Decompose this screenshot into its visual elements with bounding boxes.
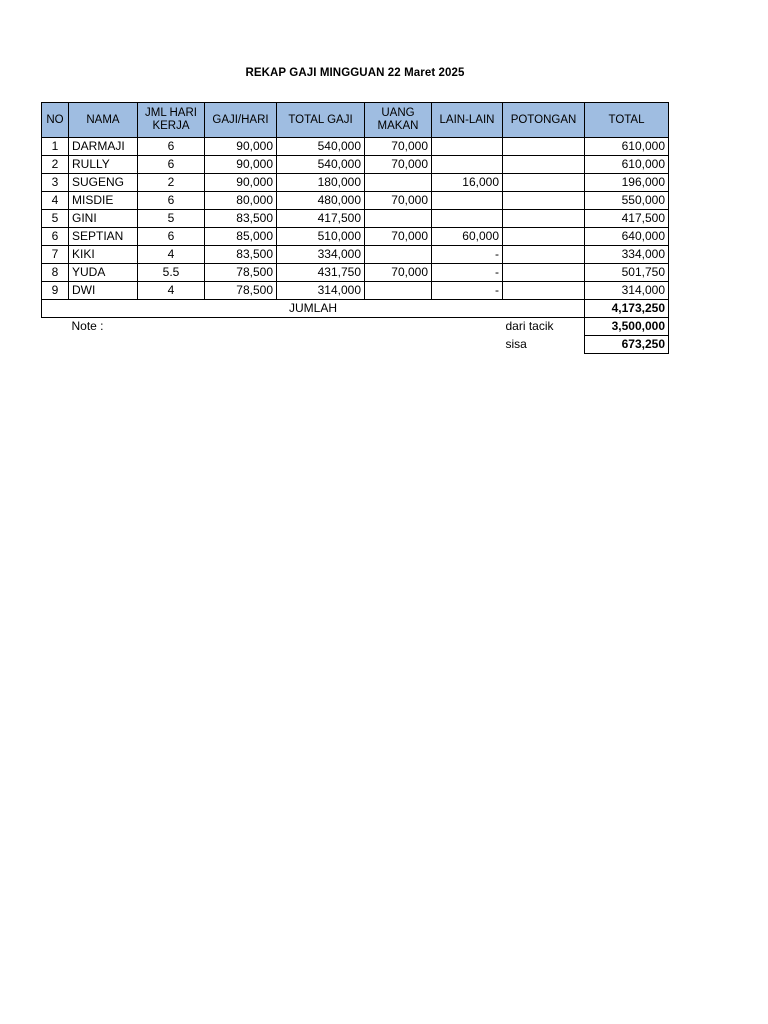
row-uang-makan: 70,000 [365, 192, 432, 210]
row-total: 610,000 [585, 138, 669, 156]
row-total: 610,000 [585, 156, 669, 174]
sisa-value: 673,250 [585, 336, 669, 354]
col-header-total: TOTAL [585, 103, 669, 138]
table-row [42, 210, 669, 228]
row-nama: YUDA [69, 264, 138, 282]
table-row [42, 228, 669, 246]
row-potongan [503, 156, 585, 174]
table-row [42, 246, 669, 264]
row-no: 3 [42, 174, 69, 192]
row-jml-hari: 6 [138, 156, 205, 174]
table-row [42, 156, 669, 174]
row-jml-hari: 6 [138, 228, 205, 246]
row-nama: KIKI [69, 246, 138, 264]
row-no: 7 [42, 246, 69, 264]
row-uang-makan [365, 210, 432, 228]
col-header-nama: NAMA [69, 103, 138, 138]
row-potongan [503, 264, 585, 282]
row-total: 314,000 [585, 282, 669, 300]
row-nama: MISDIE [69, 192, 138, 210]
row-uang-makan: 70,000 [365, 156, 432, 174]
jumlah-value: 4,173,250 [585, 300, 669, 318]
row-jml-hari: 6 [138, 192, 205, 210]
jumlah-label: JUMLAH [42, 300, 585, 318]
row-total: 640,000 [585, 228, 669, 246]
row-total-gaji: 180,000 [277, 174, 365, 192]
row-total-gaji: 314,000 [277, 282, 365, 300]
row-nama: DWI [69, 282, 138, 300]
row-potongan [503, 246, 585, 264]
note-row [42, 318, 669, 336]
row-total: 417,500 [585, 210, 669, 228]
row-gaji-hari: 90,000 [205, 174, 277, 192]
col-header-uang-makan: UANG MAKAN [365, 103, 432, 138]
table-row [42, 192, 669, 210]
row-jml-hari: 4 [138, 246, 205, 264]
row-lain-lain [432, 138, 503, 156]
row-total-gaji: 540,000 [277, 138, 365, 156]
row-nama: GINI [69, 210, 138, 228]
row-uang-makan [365, 246, 432, 264]
col-header-potongan: POTONGAN [503, 103, 585, 138]
note-label: Note : [71, 319, 104, 334]
table-row [42, 138, 669, 156]
row-total: 550,000 [585, 192, 669, 210]
row-total-gaji: 334,000 [277, 246, 365, 264]
row-no: 9 [42, 282, 69, 300]
col-header-jml-hari-kerja: JML HARI KERJA [138, 103, 205, 138]
row-lain-lain: - [432, 282, 503, 300]
row-lain-lain: 16,000 [432, 174, 503, 192]
row-lain-lain: 60,000 [432, 228, 503, 246]
col-header-lain-lain: LAIN-LAIN [432, 103, 503, 138]
row-gaji-hari: 83,500 [205, 210, 277, 228]
sisa-label: sisa [505, 337, 527, 351]
sisa-row [42, 336, 669, 354]
row-total-gaji: 431,750 [277, 264, 365, 282]
row-lain-lain [432, 156, 503, 174]
row-potongan [503, 282, 585, 300]
row-gaji-hari: 90,000 [205, 138, 277, 156]
table-row [42, 174, 669, 192]
row-gaji-hari: 78,500 [205, 264, 277, 282]
row-gaji-hari: 83,500 [205, 246, 277, 264]
header-row [42, 103, 669, 138]
col-header-total-gaji: TOTAL GAJI [277, 103, 365, 138]
dari-tacik-label: dari tacik [505, 319, 554, 334]
table-row [42, 264, 669, 282]
row-jml-hari: 2 [138, 174, 205, 192]
row-total-gaji: 510,000 [277, 228, 365, 246]
row-lain-lain: - [432, 246, 503, 264]
row-nama: SUGENG [69, 174, 138, 192]
row-no: 8 [42, 264, 69, 282]
row-potongan [503, 192, 585, 210]
row-nama: RULLY [69, 156, 138, 174]
row-no: 5 [42, 210, 69, 228]
salary-table [41, 102, 669, 354]
page-title: REKAP GAJI MINGGUAN 22 Maret 2025 [245, 67, 465, 79]
row-uang-makan: 70,000 [365, 138, 432, 156]
row-gaji-hari: 85,000 [205, 228, 277, 246]
row-total: 501,750 [585, 264, 669, 282]
dari-tacik-value: 3,500,000 [585, 318, 669, 336]
row-gaji-hari: 80,000 [205, 192, 277, 210]
row-potongan [503, 210, 585, 228]
row-jml-hari: 6 [138, 138, 205, 156]
row-nama: SEPTIAN [69, 228, 138, 246]
row-gaji-hari: 90,000 [205, 156, 277, 174]
col-header-gaji-hari: GAJI/HARI [205, 103, 277, 138]
row-total: 196,000 [585, 174, 669, 192]
row-uang-makan: 70,000 [365, 228, 432, 246]
row-jml-hari: 5.5 [138, 264, 205, 282]
row-uang-makan [365, 282, 432, 300]
jumlah-row [42, 300, 669, 318]
row-no: 2 [42, 156, 69, 174]
row-no: 6 [42, 228, 69, 246]
row-no: 4 [42, 192, 69, 210]
row-jml-hari: 5 [138, 210, 205, 228]
row-lain-lain [432, 192, 503, 210]
row-potongan [503, 174, 585, 192]
col-header-no: NO [42, 103, 69, 138]
row-total-gaji: 540,000 [277, 156, 365, 174]
row-no: 1 [42, 138, 69, 156]
row-total-gaji: 417,500 [277, 210, 365, 228]
row-potongan [503, 138, 585, 156]
row-lain-lain [432, 210, 503, 228]
row-jml-hari: 4 [138, 282, 205, 300]
row-lain-lain: - [432, 264, 503, 282]
row-nama: DARMAJI [69, 138, 138, 156]
row-uang-makan: 70,000 [365, 264, 432, 282]
row-potongan [503, 228, 585, 246]
row-total-gaji: 480,000 [277, 192, 365, 210]
row-gaji-hari: 78,500 [205, 282, 277, 300]
table-row [42, 282, 669, 300]
row-total: 334,000 [585, 246, 669, 264]
row-uang-makan [365, 174, 432, 192]
